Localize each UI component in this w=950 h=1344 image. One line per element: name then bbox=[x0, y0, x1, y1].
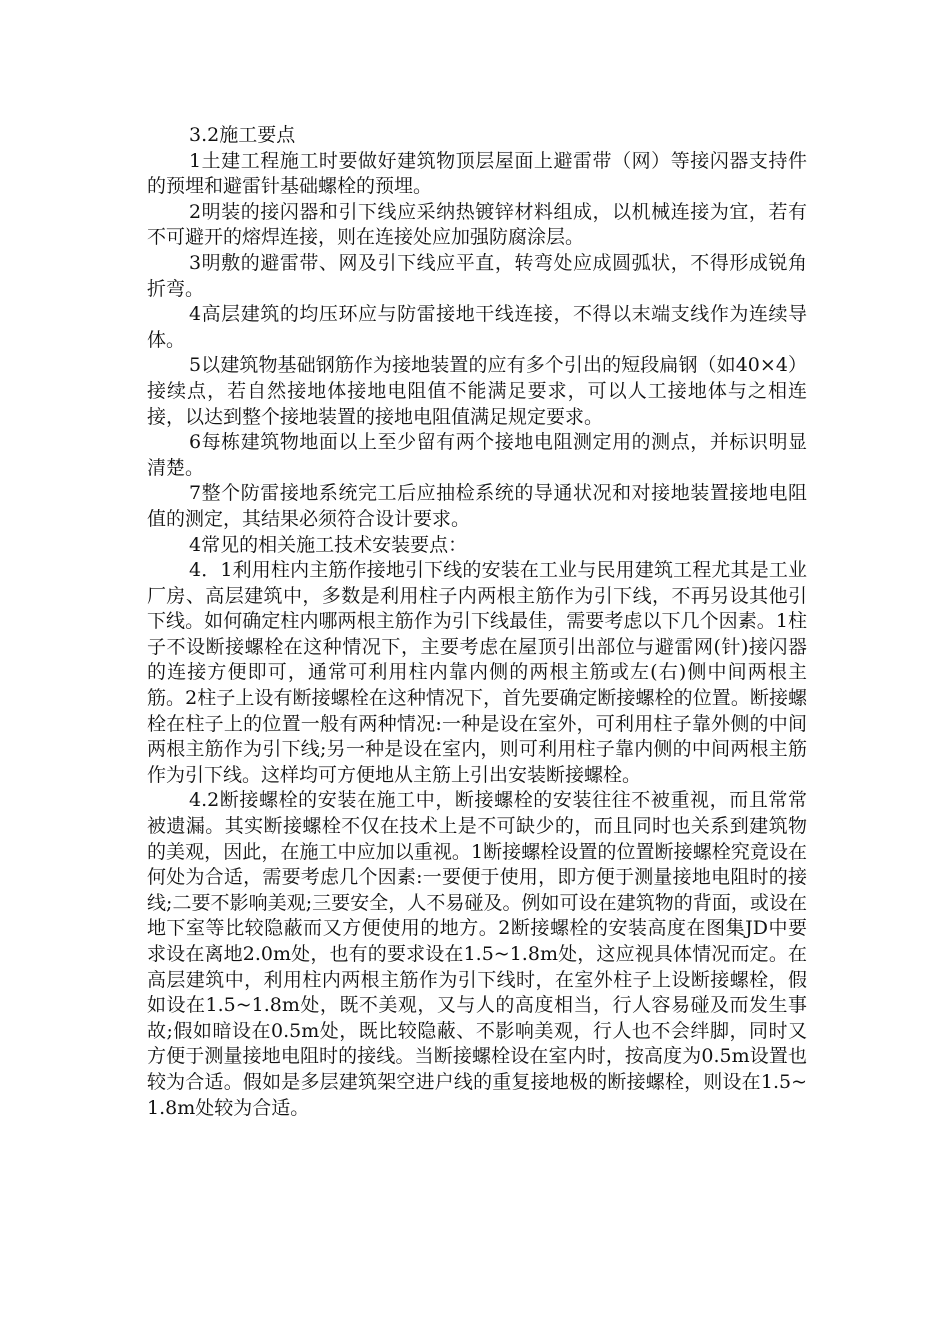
paragraph-item-2: 2明装的接闪器和引下线应采纳热镀锌材料组成，以机械连接为宜，若有不可避开的熔焊连接，则在连接处应加强防腐涂层。 bbox=[147, 200, 807, 249]
paragraph-item-6: 6每栋建筑物地面以上至少留有两个接地电阻测定用的测点，并标识明显清楚。 bbox=[147, 431, 807, 479]
section-heading-3-2: 3.2施工要点 bbox=[189, 124, 296, 146]
paragraph-item-4: 4高层建筑的均压环应与防雷接地干线连接，不得以末端支线作为连续导体。 bbox=[147, 303, 807, 351]
paragraph-item-5: 5以建筑物基础钢筋作为接地装置的应有多个引出的短段扁钢（如40×4）接续点，若自然接地体接地电阻值不能满足要求，可以人工接地体与之相连接，以达到整个接地装置的接地电阻值满足规定要求。 bbox=[147, 354, 807, 428]
paragraph-4-2: 4.2断接螺栓的安装在施工中，断接螺栓的安装往往不被重视，而且常常被遗漏。其实断接螺栓不仅在技术上是不可缺少的，而且同时也关系到建筑物的美观，因此，在施工中应加以重视。1断接螺栓设置的位置断接螺栓究竟设在何处为合适，需要考虑几个因素:一要便于使用，即方便于测量接地电阻时的接线;二要不影响美观;三要安全，人不易碰及。例如可设在建筑物的背面，或设在地下室等比较隐蔽而又方便使用的地方。2断接螺栓的安装高度在图集JD中要求设在离地2.0m处，也有的要求设在1.5~1.8m处，这应视具体情况而定。在高层建筑中，利用柱内两根主筋作为引下线时，在室外柱子上设断接螺栓，假如设在1.5~1.8m处，既不美观，又与人的高度相当，行人容易碰及而发生事故;假如暗设在0.5m处，既比较隐蔽、不影响美观，行人也不会绊脚，同时又方便于测量接地电阻时的接线。当断接螺栓设在室内时，按高度为0.5m设置也较为合适。假如是多层建筑架空进户线的重复接地极的断接螺栓，则设在1.5~1.8m处较为合适。 bbox=[147, 789, 807, 1119]
paragraph-item-7: 7整个防雷接地系统完工后应抽检系统的导通状况和对接地装置接地电阻值的测定，其结果必须符合设计要求。 bbox=[147, 482, 807, 530]
section-heading-4: 4常见的相关施工技术安装要点： bbox=[189, 533, 468, 556]
paragraph-item-3: 3明敷的避雷带、网及引下线应平直，转弯处应成圆弧状，不得形成锐角折弯。 bbox=[147, 251, 807, 300]
document-body bbox=[147, 123, 807, 1121]
paragraph-item-1: 1土建工程施工时要做好建筑物顶层屋面上避雷带（网）等接闪器支持件的预埋和避雷针基础螺栓的预埋。 bbox=[147, 149, 807, 198]
paragraph-4-1: 4．1利用柱内主筋作接地引下线的安装在工业与民用建筑工程尤其是工业厂房、高层建筑中，多数是利用柱子内两根主筋作为引下线，不再另设其他引下线。如何确定柱内哪两根主筋作为引下线最佳，需要考虑以下几个因素。1柱子不设断接螺栓在这种情况下，主要考虑在屋顶引出部位与避雷网(针)接闪器的连接方便即可，通常可利用柱内靠内侧的两根主筋或左(右)侧中间两根主筋。2柱子上设有断接螺栓在这种情况下，首先要确定断接螺栓的位置。断接螺栓在柱子上的位置一般有两种情况:一种是设在室外，可利用柱子靠外侧的中间两根主筋作为引下线;另一种是设在室内，则可利用柱子靠内侧的中间两根主筋作为引下线。这样均可方便地从主筋上引出安装断接螺栓。 bbox=[147, 559, 807, 786]
